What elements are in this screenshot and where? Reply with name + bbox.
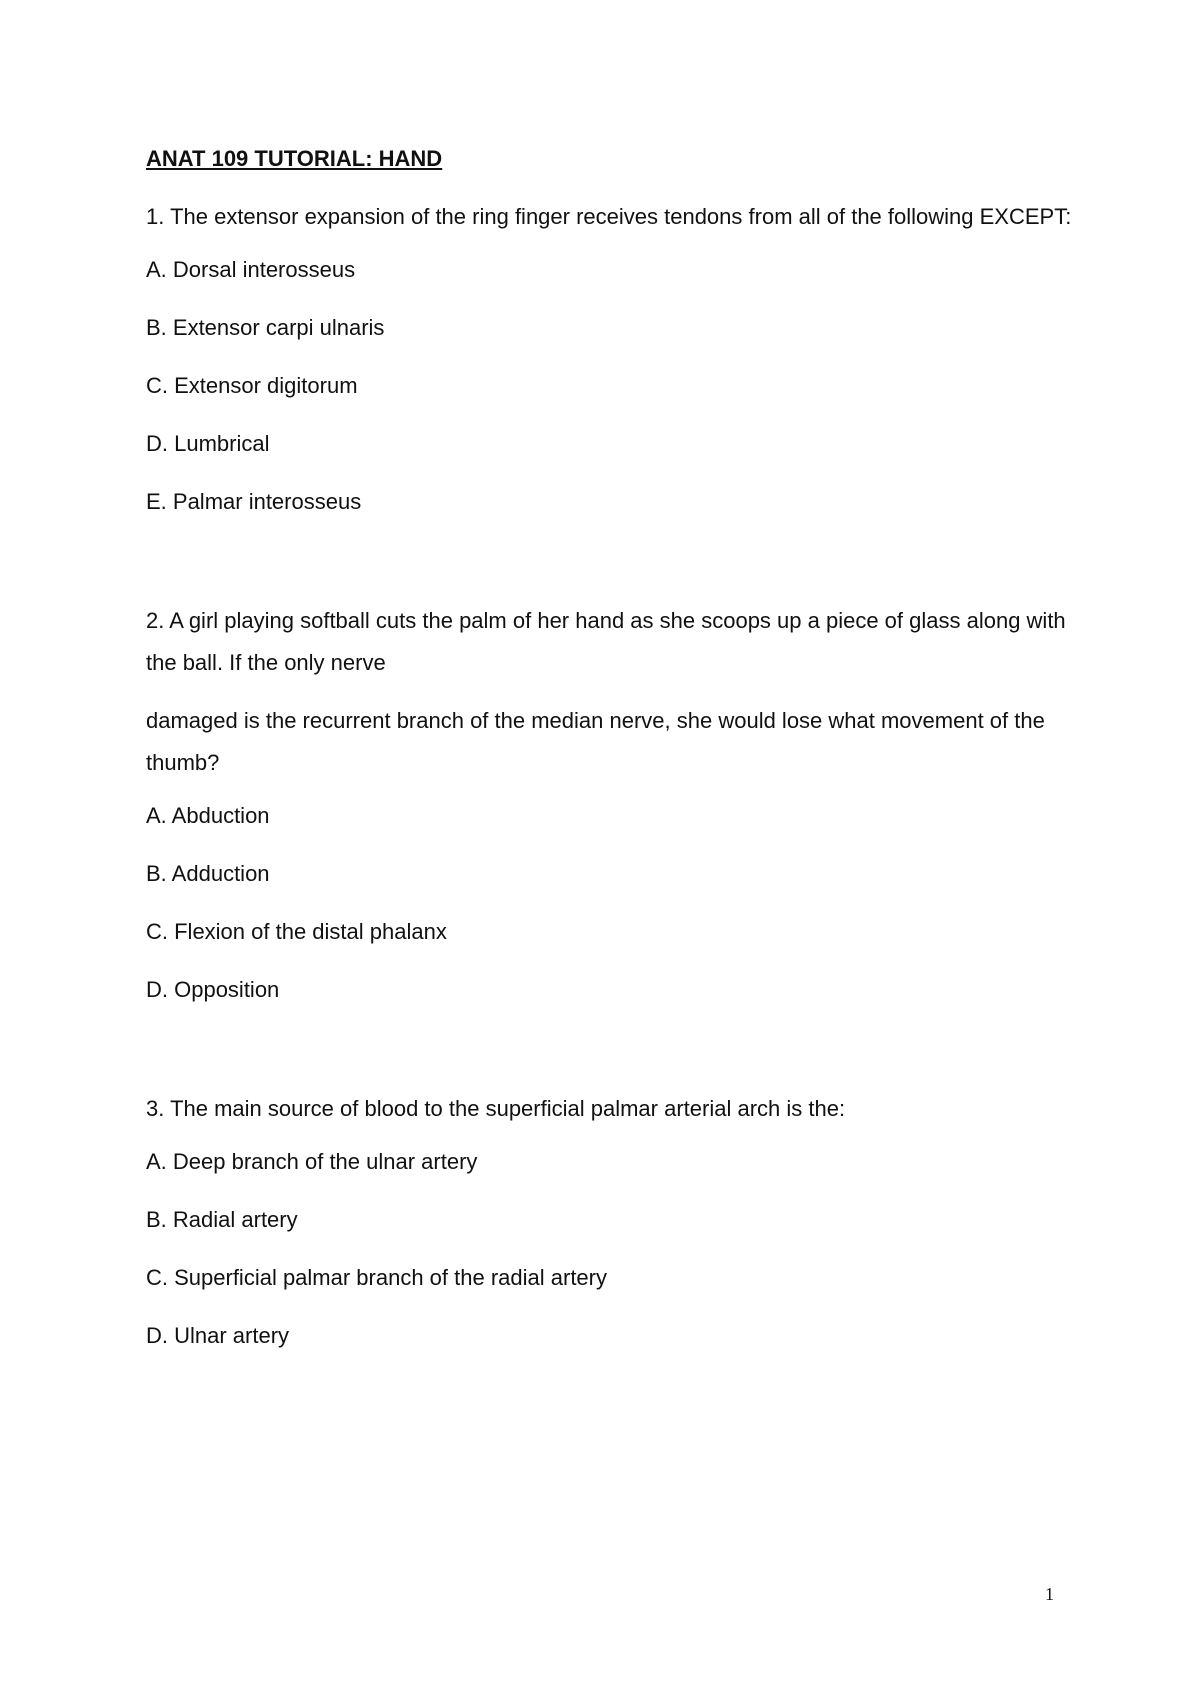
question-spacer	[146, 544, 1076, 600]
answer-option: B. Radial artery	[146, 1207, 298, 1232]
page-number: 1	[1045, 1584, 1054, 1604]
question-text: 1. The extensor expansion of the ring finger receives tendons from all of the following EXCEPT:	[146, 204, 1072, 229]
answer-option: A. Dorsal interosseus	[146, 257, 356, 282]
answer-option: D. Lumbrical	[146, 431, 270, 456]
answer-option: C. Extensor digitorum	[146, 373, 358, 398]
answer-option: D. Opposition	[146, 977, 280, 1002]
answer-option: A. Abduction	[146, 803, 270, 828]
answer-option: C. Flexion of the distal phalanx	[146, 919, 447, 944]
answer-option: C. Superficial palmar branch of the radial artery	[146, 1265, 607, 1290]
document-content	[146, 142, 1076, 1378]
answer-option: D. Ulnar artery	[146, 1323, 290, 1348]
document-title: ANAT 109 TUTORIAL: HAND	[146, 146, 443, 171]
answer-option: E. Palmar interosseus	[146, 489, 362, 514]
answer-option: A. Deep branch of the ulnar artery	[146, 1149, 478, 1174]
question-2	[146, 600, 1076, 1006]
answer-option: B. Adduction	[146, 861, 270, 886]
question-spacer	[146, 1032, 1076, 1088]
question-text: 2. A girl playing softball cuts the palm of her hand as she scoops up a piece of glass along with the ball. If the only nerve	[146, 608, 1066, 675]
answer-option: B. Extensor carpi ulnaris	[146, 315, 385, 340]
question-text-continued: damaged is the recurrent branch of the median nerve, she would lose what movement of the thumb?	[146, 708, 1045, 775]
question-3	[146, 1088, 1076, 1352]
question-1	[146, 196, 1076, 518]
question-text: 3. The main source of blood to the superficial palmar arterial arch is the:	[146, 1096, 846, 1121]
